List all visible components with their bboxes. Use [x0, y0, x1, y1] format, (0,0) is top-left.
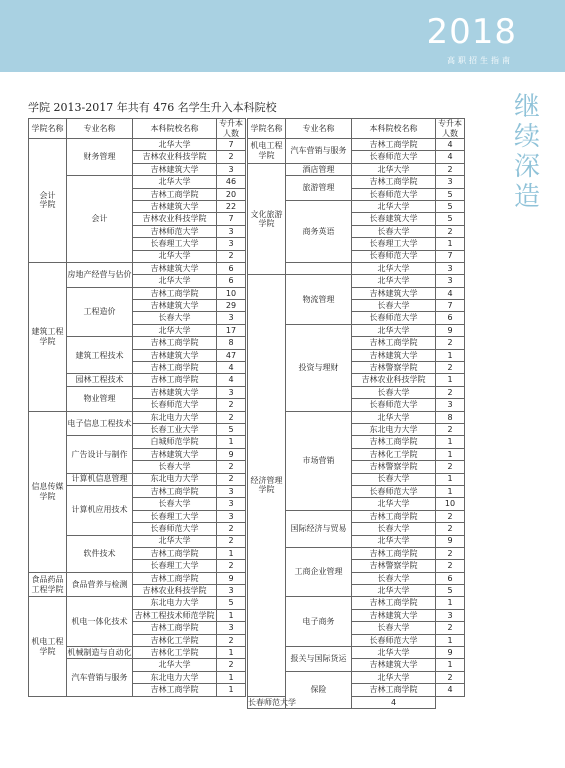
table-body	[29, 139, 246, 697]
university-cell: 北华大学	[352, 324, 436, 336]
university-cell: 吉林建筑大学	[133, 300, 217, 312]
university-cell: 吉林工商学院	[133, 622, 217, 634]
major-name-cell: 国际经济与贸易	[286, 510, 352, 547]
university-cell: 吉林建筑大学	[133, 349, 217, 361]
count-cell: 5	[436, 585, 465, 597]
university-cell: 长春师范大学	[352, 312, 436, 324]
major-name-cell: 财务管理	[67, 139, 133, 176]
count-cell: 1	[436, 485, 465, 497]
university-cell: 吉林工商学院	[352, 139, 436, 151]
count-cell: 2	[217, 535, 246, 547]
count-cell: 1	[436, 374, 465, 386]
university-cell: 吉林警察学院	[352, 560, 436, 572]
university-cell: 长春理工大学	[133, 510, 217, 522]
major-name-cell: 旅游管理	[286, 176, 352, 201]
count-cell: 7	[217, 139, 246, 151]
university-cell: 北华大学	[133, 535, 217, 547]
side-title-char: 续	[513, 122, 540, 152]
university-cell: 吉林工商学院	[133, 572, 217, 584]
count-cell: 1	[217, 547, 246, 559]
university-cell: 北华大学	[352, 585, 436, 597]
university-cell: 吉林建筑大学	[352, 659, 436, 671]
count-cell: 2	[436, 337, 465, 349]
count-cell: 6	[217, 262, 246, 274]
count-cell: 5	[436, 213, 465, 225]
count-cell: 3	[436, 275, 465, 287]
university-cell: 长春建筑大学	[352, 213, 436, 225]
count-cell: 7	[436, 300, 465, 312]
count-cell: 3	[217, 498, 246, 510]
count-cell: 1	[217, 647, 246, 659]
university-cell: 北华大学	[133, 176, 217, 188]
count-cell: 3	[217, 163, 246, 175]
count-cell: 17	[217, 324, 246, 336]
count-cell: 2	[436, 423, 465, 435]
college-name-cell: 会计 学院	[29, 139, 67, 263]
university-cell: 吉林工程技术师范学院	[134, 610, 215, 620]
count-cell: 5	[436, 200, 465, 212]
count-cell: 10	[217, 287, 246, 299]
university-cell: 吉林建筑大学	[352, 609, 436, 621]
count-cell: 5	[436, 188, 465, 200]
count-cell: 1	[436, 473, 465, 485]
university-cell: 吉林工商学院	[352, 436, 436, 448]
university-cell: 长春大学	[352, 473, 436, 485]
university-cell: 吉林建筑大学	[133, 386, 217, 398]
college-name-cell: 食品药品 工程学院	[29, 572, 67, 597]
university-cell: 长春大学	[352, 572, 436, 584]
count-cell: 3	[436, 176, 465, 188]
university-cell: 吉林化工学院	[133, 647, 217, 659]
count-cell: 5	[217, 597, 246, 609]
university-cell: 吉林建筑大学	[133, 448, 217, 460]
major-name-cell: 计算机应用技术	[67, 485, 133, 535]
major-name-cell: 商务英语	[286, 200, 352, 262]
university-cell: 长春师范大学	[133, 399, 217, 411]
count-cell: 4	[217, 374, 246, 386]
university-cell: 吉林工商学院	[133, 485, 217, 497]
university-cell: 长春师范大学	[352, 151, 436, 163]
university-cell: 吉林工商学院	[133, 188, 217, 200]
count-cell: 4	[436, 287, 465, 299]
university-cell: 长春大学	[352, 622, 436, 634]
count-cell: 3	[436, 609, 465, 621]
count-cell: 7	[217, 213, 246, 225]
count-cell: 2	[217, 560, 246, 572]
count-cell: 4	[352, 696, 436, 708]
count-cell: 2	[436, 163, 465, 175]
university-cell: 东北电力大学	[133, 473, 217, 485]
university-cell: 北华大学	[352, 535, 436, 547]
major-name-cell: 电子商务	[286, 597, 352, 647]
count-cell: 9	[436, 647, 465, 659]
university-cell: 北华大学	[352, 200, 436, 212]
side-title-char: 继	[513, 92, 540, 122]
count-cell: 8	[436, 411, 465, 423]
count-cell: 1	[436, 238, 465, 250]
university-cell: 吉林建筑大学	[133, 200, 217, 212]
university-cell: 吉林工商学院	[352, 337, 436, 349]
university-cell: 长春大学	[133, 498, 217, 510]
university-cell: 长春大学	[133, 312, 217, 324]
count-cell: 1	[217, 436, 246, 448]
count-cell: 2	[217, 659, 246, 671]
major-name-cell: 工程造价	[67, 287, 133, 337]
admission-table-left	[28, 118, 246, 697]
university-cell: 北华大学	[133, 250, 217, 262]
col-header-major: 专业名称	[286, 119, 352, 139]
major-name-cell: 房地产经营与估价	[67, 262, 133, 287]
side-title-char: 造	[513, 182, 540, 212]
table-row	[29, 572, 246, 584]
university-cell: 长春师范大学	[352, 634, 436, 646]
count-cell: 1	[436, 659, 465, 671]
count-cell: 46	[217, 176, 246, 188]
count-cell: 3	[217, 510, 246, 522]
count-cell: 6	[436, 312, 465, 324]
count-cell: 9	[436, 324, 465, 336]
header-banner	[0, 0, 565, 72]
count-cell: 6	[217, 275, 246, 287]
university-cell: 吉林农业科技学院	[133, 213, 217, 225]
university-cell: 北华大学	[352, 498, 436, 510]
count-cell: 3	[217, 585, 246, 597]
university-cell: 吉林工商学院	[133, 547, 217, 559]
col-header-college: 学院名称	[29, 119, 67, 139]
university-cell: 长春理工大学	[133, 560, 217, 572]
major-name-cell: 电子信息工程技术	[67, 411, 133, 436]
count-cell: 2	[436, 461, 465, 473]
university-cell: 东北电力大学	[133, 411, 217, 423]
table-header-row	[29, 119, 246, 139]
major-name-cell: 市场营销	[286, 411, 352, 510]
table-row	[248, 275, 465, 287]
university-cell: 北华大学	[133, 324, 217, 336]
major-name-cell: 计算机信息管理	[67, 473, 133, 485]
col-header-count: 专升本人数	[217, 119, 246, 139]
university-cell: 长春大学	[352, 300, 436, 312]
university-cell: 吉林工商学院	[133, 287, 217, 299]
major-name-cell: 报关与国际货运	[286, 647, 352, 672]
university-cell: 吉林工商学院	[352, 547, 436, 559]
admission-table-right	[247, 118, 465, 709]
college-name-cell: 机电工程 学院	[29, 597, 67, 696]
col-header-major: 专业名称	[67, 119, 133, 139]
university-cell: 北华大学	[352, 647, 436, 659]
count-cell: 7	[436, 250, 465, 262]
count-cell: 3	[217, 312, 246, 324]
major-name-cell: 物流管理	[286, 275, 352, 325]
count-cell: 2	[217, 399, 246, 411]
university-cell: 长春大学	[133, 461, 217, 473]
count-cell: 4	[436, 151, 465, 163]
count-cell: 2	[436, 510, 465, 522]
major-name-cell: 机械制造与自动化	[67, 647, 132, 657]
count-cell: 9	[217, 448, 246, 460]
university-cell: 长春师范大学	[248, 697, 296, 707]
count-cell: 2	[436, 671, 465, 683]
university-cell: 吉林工商学院	[133, 374, 217, 386]
count-cell: 8	[217, 337, 246, 349]
page-heading: 学院 2013-2017 年共有 476 名学生升入本科院校	[28, 101, 277, 114]
major-name-cell: 保险	[286, 671, 352, 708]
university-cell: 吉林农业科技学院	[133, 585, 217, 597]
university-cell: 吉林工商学院	[352, 684, 436, 696]
count-cell: 1	[217, 684, 246, 696]
count-cell: 1	[436, 349, 465, 361]
major-name-cell: 食品营养与检测	[67, 572, 133, 597]
count-cell: 1	[436, 436, 465, 448]
university-cell: 长春师范大学	[352, 485, 436, 497]
count-cell: 4	[436, 684, 465, 696]
count-cell: 2	[217, 523, 246, 535]
banner-year: 2018	[426, 12, 517, 52]
university-cell: 东北电力大学	[133, 597, 217, 609]
major-name-cell: 建筑工程技术	[67, 337, 133, 374]
count-cell: 2	[217, 634, 246, 646]
table-body	[248, 139, 465, 709]
major-name-cell: 酒店管理	[286, 163, 352, 175]
major-name-cell: 工商企业管理	[286, 547, 352, 597]
university-cell: 吉林工商学院	[133, 684, 217, 696]
count-cell: 2	[217, 473, 246, 485]
count-cell: 1	[436, 597, 465, 609]
university-cell: 吉林警察学院	[352, 461, 436, 473]
university-cell: 白城师范学院	[133, 436, 217, 448]
university-cell: 吉林农业科技学院	[133, 151, 217, 163]
count-cell: 10	[436, 498, 465, 510]
university-cell: 东北电力大学	[352, 423, 436, 435]
university-cell: 吉林工商学院	[352, 510, 436, 522]
count-cell: 9	[217, 572, 246, 584]
count-cell: 2	[436, 622, 465, 634]
college-name-cell: 经济管理 学院	[248, 275, 286, 696]
count-cell: 3	[217, 225, 246, 237]
count-cell: 2	[217, 250, 246, 262]
university-cell: 北华大学	[352, 275, 436, 287]
count-cell: 5	[217, 423, 246, 435]
col-header-university: 本科院校名称	[133, 119, 217, 139]
university-cell: 吉林工商学院	[352, 597, 436, 609]
university-cell: 北华大学	[133, 275, 217, 287]
major-name-cell: 物业管理	[67, 386, 133, 411]
university-cell: 长春大学	[352, 523, 436, 535]
university-cell: 吉林建筑大学	[352, 349, 436, 361]
count-cell: 3	[217, 238, 246, 250]
banner-subtitle: 高职招生指南	[447, 56, 513, 65]
university-cell: 吉林建筑大学	[133, 163, 217, 175]
count-cell: 3	[436, 399, 465, 411]
table-header-row	[248, 119, 465, 139]
university-cell: 吉林警察学院	[352, 362, 436, 374]
count-cell: 2	[436, 560, 465, 572]
college-name-cell: 文化旅游 学院	[248, 163, 286, 275]
major-name-cell: 软件技术	[67, 535, 133, 572]
table-row	[29, 597, 246, 609]
university-cell: 北华大学	[352, 163, 436, 175]
university-cell: 长春理工大学	[352, 238, 436, 250]
university-cell: 吉林化工学院	[133, 634, 217, 646]
university-cell: 吉林工商学院	[352, 176, 436, 188]
count-cell: 29	[217, 300, 246, 312]
count-cell: 2	[436, 225, 465, 237]
university-cell: 吉林工商学院	[133, 337, 217, 349]
university-cell: 吉林师范大学	[133, 225, 217, 237]
university-cell: 北华大学	[352, 262, 436, 274]
university-cell: 东北电力大学	[133, 671, 217, 683]
count-cell: 20	[217, 188, 246, 200]
university-cell: 长春大学	[352, 225, 436, 237]
table-row	[29, 139, 246, 151]
major-name-cell: 投资与理财	[286, 324, 352, 411]
col-header-university: 本科院校名称	[352, 119, 436, 139]
university-cell: 长春师范大学	[352, 188, 436, 200]
university-cell: 北华大学	[352, 671, 436, 683]
count-cell: 3	[217, 386, 246, 398]
count-cell: 3	[217, 485, 246, 497]
university-cell: 吉林建筑大学	[133, 262, 217, 274]
college-name-cell: 机电工程 学院	[248, 139, 286, 164]
university-cell: 长春师范大学	[133, 523, 217, 535]
count-cell: 2	[217, 151, 246, 163]
major-name-cell: 汽车营销与服务	[286, 139, 352, 164]
table-row	[248, 163, 465, 175]
count-cell: 2	[436, 547, 465, 559]
table-row	[29, 411, 246, 423]
college-name-cell: 信息传媒 学院	[29, 411, 67, 572]
count-cell: 2	[436, 386, 465, 398]
count-cell: 3	[436, 262, 465, 274]
university-cell: 长春工业大学	[133, 423, 217, 435]
major-name-cell: 广告设计与制作	[67, 436, 133, 473]
count-cell: 4	[217, 362, 246, 374]
university-cell: 北华大学	[133, 139, 217, 151]
side-title-char: 深	[513, 152, 540, 182]
university-cell: 北华大学	[133, 659, 217, 671]
count-cell: 9	[436, 535, 465, 547]
count-cell: 1	[436, 448, 465, 460]
count-cell: 1	[436, 634, 465, 646]
university-cell: 吉林农业科技学院	[352, 374, 436, 386]
table-row	[29, 262, 246, 274]
count-cell: 2	[217, 411, 246, 423]
university-cell: 长春理工大学	[133, 238, 217, 250]
university-cell: 吉林建筑大学	[352, 287, 436, 299]
count-cell: 2	[436, 523, 465, 535]
table-row	[248, 139, 465, 151]
college-name-cell: 建筑工程 学院	[29, 262, 67, 411]
major-name-cell: 汽车营销与服务	[67, 659, 133, 696]
university-cell: 北华大学	[352, 411, 436, 423]
count-cell: 4	[436, 139, 465, 151]
major-name-cell: 园林工程技术	[67, 374, 133, 386]
university-cell: 长春大学	[352, 386, 436, 398]
major-name-cell	[286, 262, 352, 274]
university-cell: 吉林工商学院	[133, 362, 217, 374]
count-cell: 2	[436, 362, 465, 374]
university-cell: 长春师范大学	[352, 399, 436, 411]
count-cell: 47	[217, 349, 246, 361]
count-cell: 2	[217, 461, 246, 473]
count-cell: 3	[217, 622, 246, 634]
col-header-college: 学院名称	[248, 119, 286, 139]
major-name-cell: 会计	[67, 176, 133, 263]
count-cell: 22	[217, 200, 246, 212]
count-cell: 1	[217, 671, 246, 683]
count-cell: 6	[436, 572, 465, 584]
university-cell: 吉林化工学院	[352, 448, 436, 460]
table-row	[248, 696, 465, 708]
col-header-count: 专升本人数	[436, 119, 465, 139]
university-cell: 长春师范大学	[352, 250, 436, 262]
side-title	[510, 92, 544, 212]
major-name-cell: 机电一体化技术	[67, 597, 133, 647]
count-cell: 1	[217, 609, 246, 621]
